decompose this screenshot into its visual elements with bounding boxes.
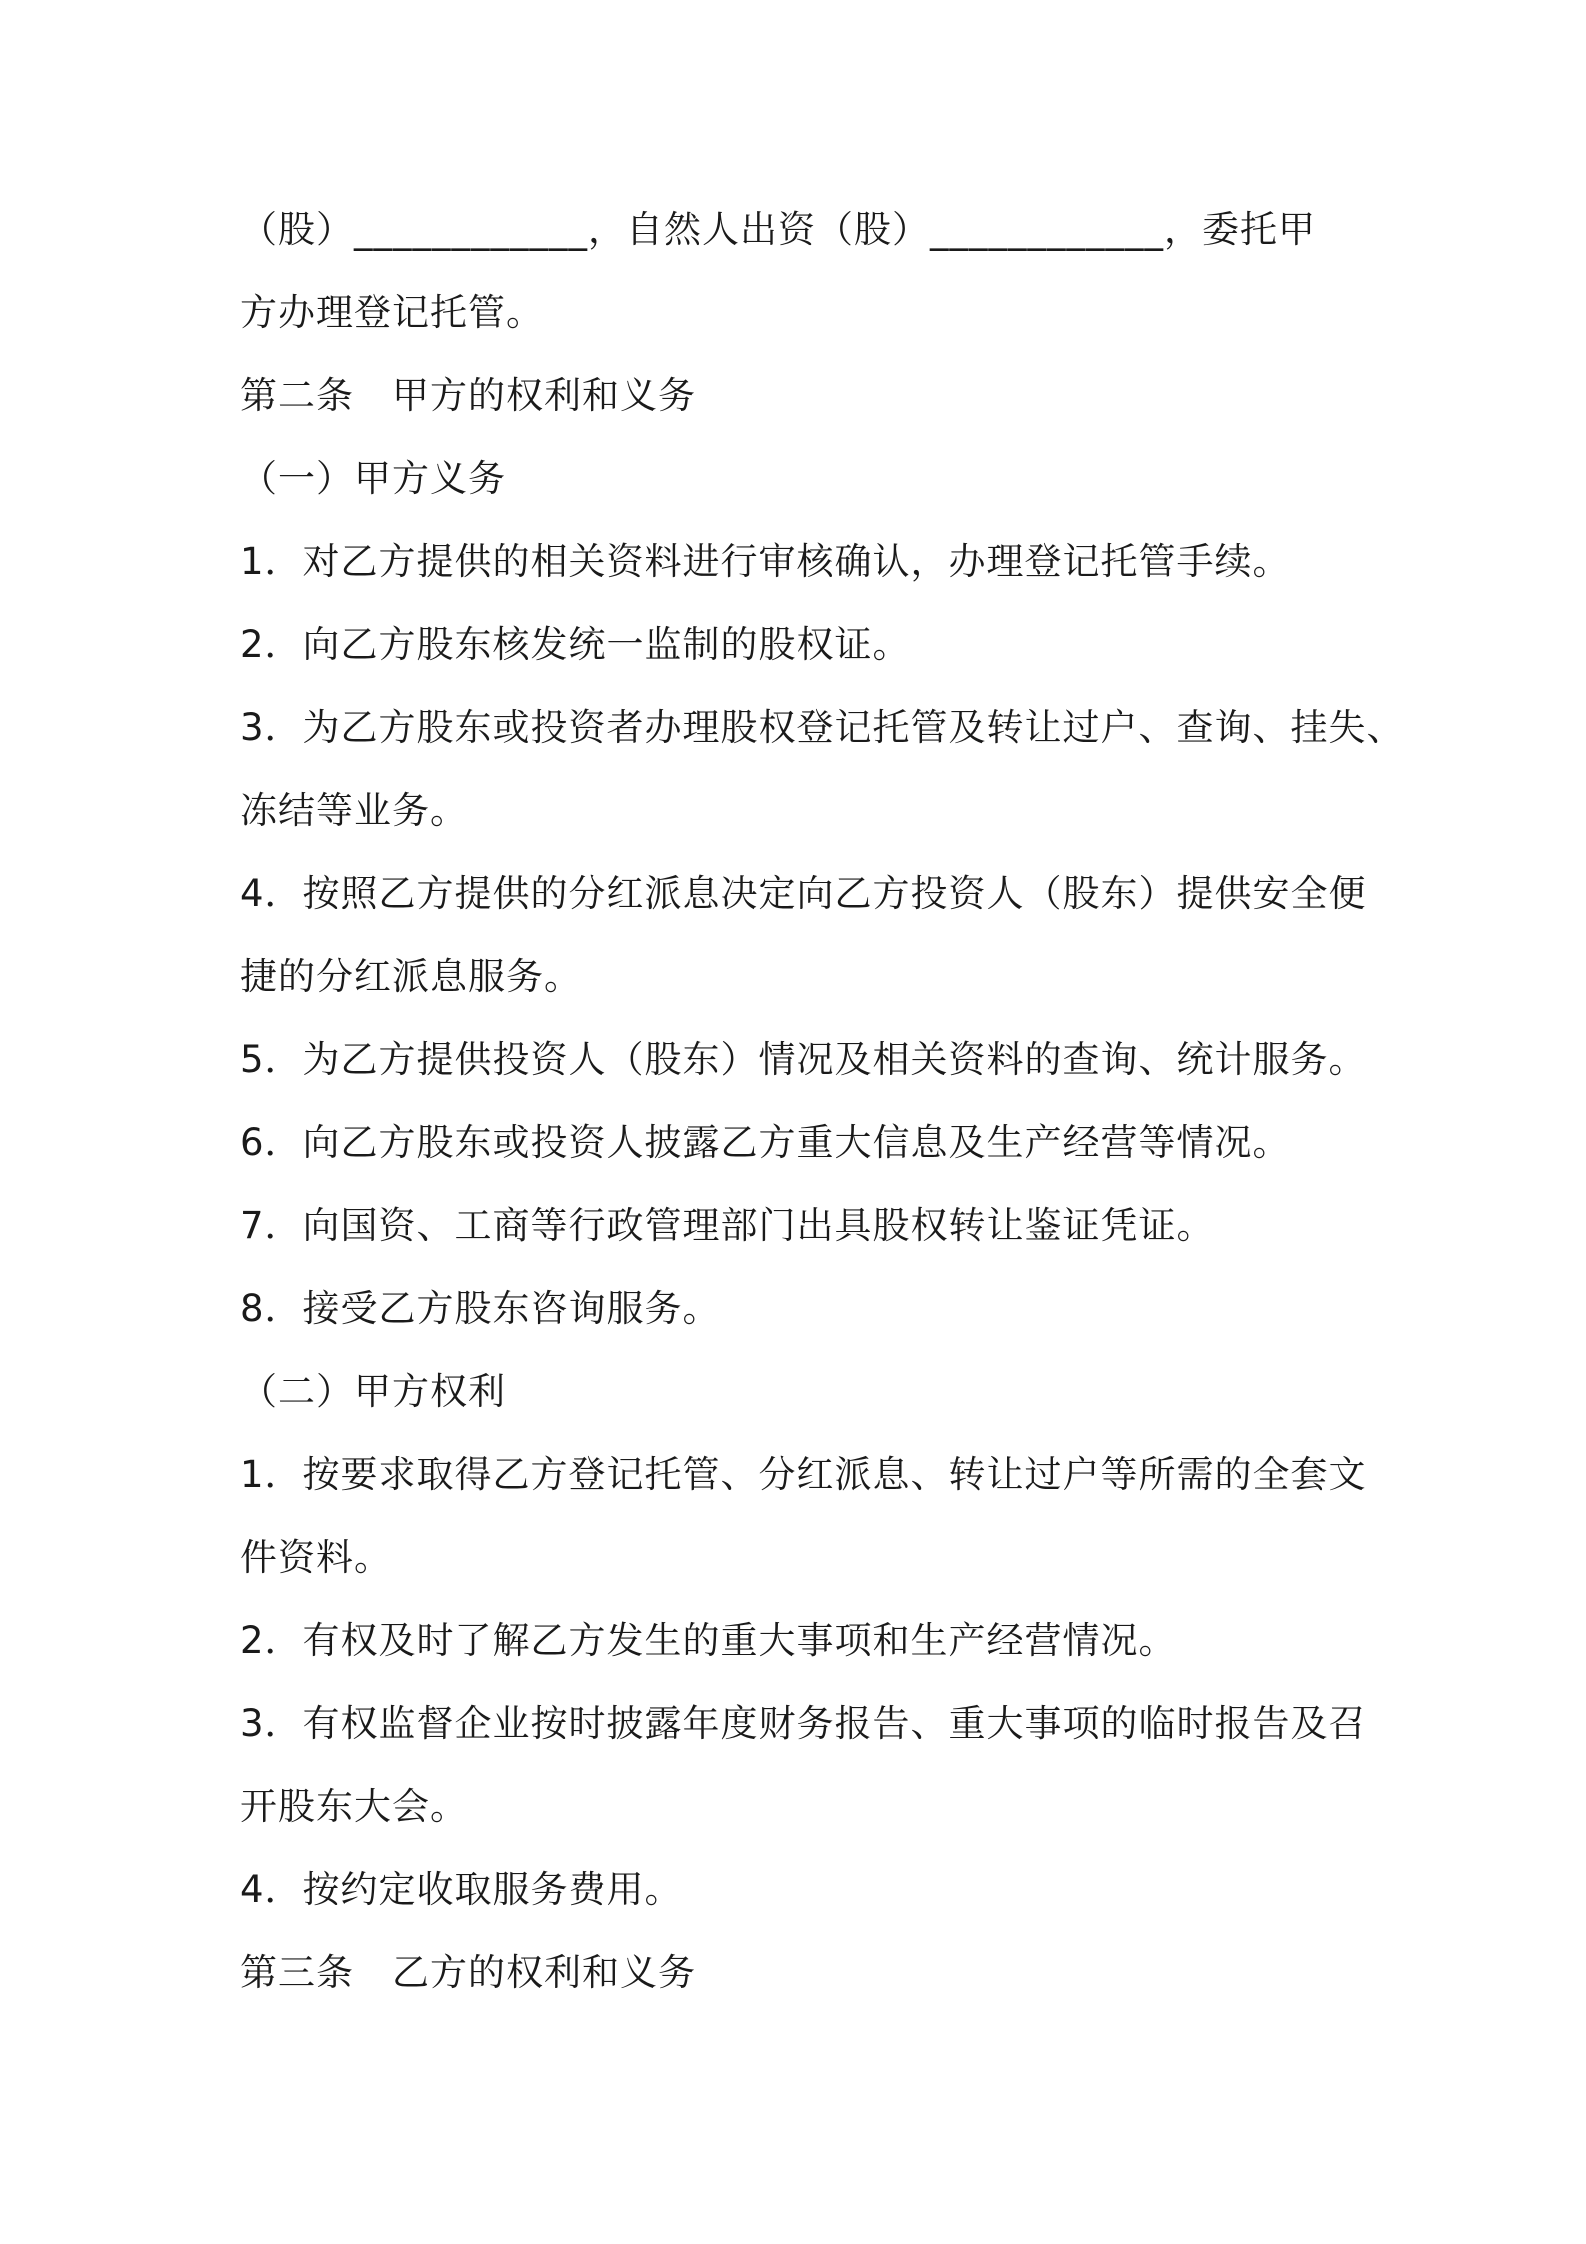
obligation-item-3-continued: 冻结等业务。 xyxy=(240,789,468,832)
article-3-heading: 第三条 乙方的权利和义务 xyxy=(240,1951,696,1994)
obligation-item-8: 8．接受乙方股东咨询服务。 xyxy=(240,1287,721,1330)
right-item-1: 1．按要求取得乙方登记托管、分红派息、转让过户等所需的全套文 xyxy=(240,1453,1367,1496)
section-party-a-rights-heading: （二）甲方权利 xyxy=(240,1370,506,1413)
text-line-share-contribution: （股）____________，自然人出资（股）____________，委托甲 xyxy=(240,208,1316,251)
obligation-item-6: 6．向乙方股东或投资人披露乙方重大信息及生产经营等情况。 xyxy=(240,1121,1291,1164)
obligation-item-4-continued: 捷的分红派息服务。 xyxy=(240,955,582,998)
section-party-a-obligations-heading: （一）甲方义务 xyxy=(240,457,506,500)
obligation-item-3: 3．为乙方股东或投资者办理股权登记托管及转让过户、查询、挂失、 xyxy=(240,706,1405,749)
obligation-item-2: 2．向乙方股东核发统一监制的股权证。 xyxy=(240,623,911,666)
obligation-item-7: 7．向国资、工商等行政管理部门出具股权转让鉴证凭证。 xyxy=(240,1204,1215,1247)
article-2-heading: 第二条 甲方的权利和义务 xyxy=(240,374,696,417)
obligation-item-4: 4．按照乙方提供的分红派息决定向乙方投资人（股东）提供安全便 xyxy=(240,872,1367,915)
text-line-registration-custody: 方办理登记托管。 xyxy=(240,291,544,334)
right-item-3-continued: 开股东大会。 xyxy=(240,1785,468,1828)
obligation-item-1: 1．对乙方提供的相关资料进行审核确认，办理登记托管手续。 xyxy=(240,540,1291,583)
right-item-2: 2．有权及时了解乙方发生的重大事项和生产经营情况。 xyxy=(240,1619,1177,1662)
right-item-3: 3．有权监督企业按时披露年度财务报告、重大事项的临时报告及召 xyxy=(240,1702,1367,1745)
right-item-4: 4．按约定收取服务费用。 xyxy=(240,1868,683,1911)
right-item-1-continued: 件资料。 xyxy=(240,1536,392,1579)
obligation-item-5: 5．为乙方提供投资人（股东）情况及相关资料的查询、统计服务。 xyxy=(240,1038,1367,1081)
